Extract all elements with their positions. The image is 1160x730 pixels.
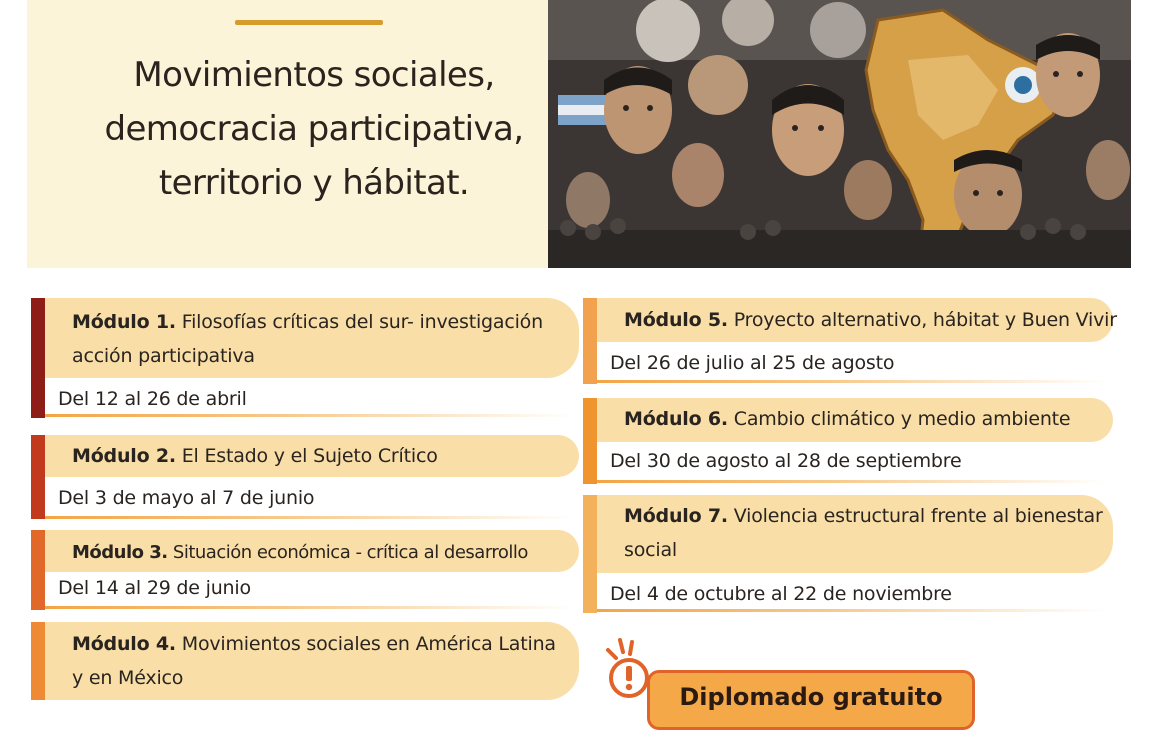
module-1-accent-bar	[31, 298, 45, 418]
module-7-accent-bar	[583, 495, 597, 613]
module-6-title-box	[597, 398, 1113, 442]
module-7-dates: Del 4 de octubre al 22 de noviembre	[610, 583, 952, 605]
module-6-accent-bar	[583, 398, 597, 484]
module-5-title	[624, 303, 1117, 337]
module-6-title-text: Cambio climático y medio ambiente	[733, 408, 1071, 430]
module-3-title	[72, 536, 528, 570]
module-7-divider	[597, 609, 1107, 612]
module-3-dates: Del 14 al 29 de junio	[58, 577, 251, 599]
hero-collage-image	[548, 0, 1131, 268]
module-7-title-box	[597, 495, 1113, 573]
module-3-label: Módulo 3.	[72, 542, 168, 563]
module-2-divider	[45, 516, 575, 519]
module-2-dates: Del 3 de mayo al 7 de junio	[58, 487, 315, 509]
module-5-dates: Del 26 de julio al 25 de agosto	[610, 352, 895, 374]
module-6-label: Módulo 6.	[624, 408, 728, 430]
module-6-title	[624, 402, 1070, 436]
module-4-title	[72, 627, 567, 695]
module-1-divider	[45, 414, 575, 417]
module-1-title-text: Filosofías críticas del sur- investigación acción participativa	[72, 311, 543, 367]
module-6	[583, 398, 1113, 484]
module-5-label: Módulo 5.	[624, 309, 728, 331]
module-1-title	[72, 305, 567, 373]
module-3-divider	[45, 606, 575, 609]
free-diploma-label: Diplomado gratuito	[679, 683, 943, 711]
hero-title-line-3: territorio y hábitat.	[158, 163, 470, 203]
module-3-title-text: Situación económica - crítica al desarrollo	[172, 542, 528, 563]
module-5-accent-bar	[583, 298, 597, 384]
module-6-divider	[597, 480, 1107, 483]
module-2-title-box	[45, 435, 579, 477]
module-4-title-box	[45, 622, 579, 700]
module-1	[31, 298, 571, 418]
module-3-accent-bar	[31, 530, 45, 610]
module-5-title-box	[597, 298, 1117, 342]
free-diploma-button[interactable]	[647, 670, 975, 730]
module-7-title	[624, 499, 1104, 567]
module-7	[583, 495, 1113, 613]
module-2	[31, 435, 571, 519]
module-1-dates: Del 12 al 26 de abril	[58, 388, 247, 410]
module-7-title-text: Violencia estructural frente al bienestar social	[624, 505, 1103, 561]
module-5-divider	[597, 380, 1107, 383]
hero-accent-rule	[235, 20, 383, 25]
hero-title-line-1: Movimientos sociales,	[133, 55, 495, 95]
module-5-title-text: Proyecto alternativo, hábitat y Buen Vivir	[733, 309, 1117, 331]
hero-title	[54, 48, 574, 210]
module-1-label: Módulo 1.	[72, 311, 176, 333]
module-6-dates: Del 30 de agosto al 28 de septiembre	[610, 450, 962, 472]
module-7-label: Módulo 7.	[624, 505, 728, 527]
module-4-accent-bar	[31, 622, 45, 700]
module-1-title-box	[45, 298, 579, 378]
module-2-title	[72, 439, 438, 473]
module-3	[31, 530, 571, 610]
module-4	[31, 622, 571, 700]
module-4-title-text: Movimientos sociales en América Latina y en México	[72, 633, 556, 689]
module-3-title-box	[45, 530, 579, 572]
hero-title-line-2: democracia participativa,	[104, 109, 524, 149]
module-2-accent-bar	[31, 435, 45, 519]
module-4-label: Módulo 4.	[72, 633, 176, 655]
module-2-label: Módulo 2.	[72, 445, 176, 467]
module-2-title-text: El Estado y el Sujeto Crítico	[181, 445, 438, 467]
module-5	[583, 298, 1117, 384]
